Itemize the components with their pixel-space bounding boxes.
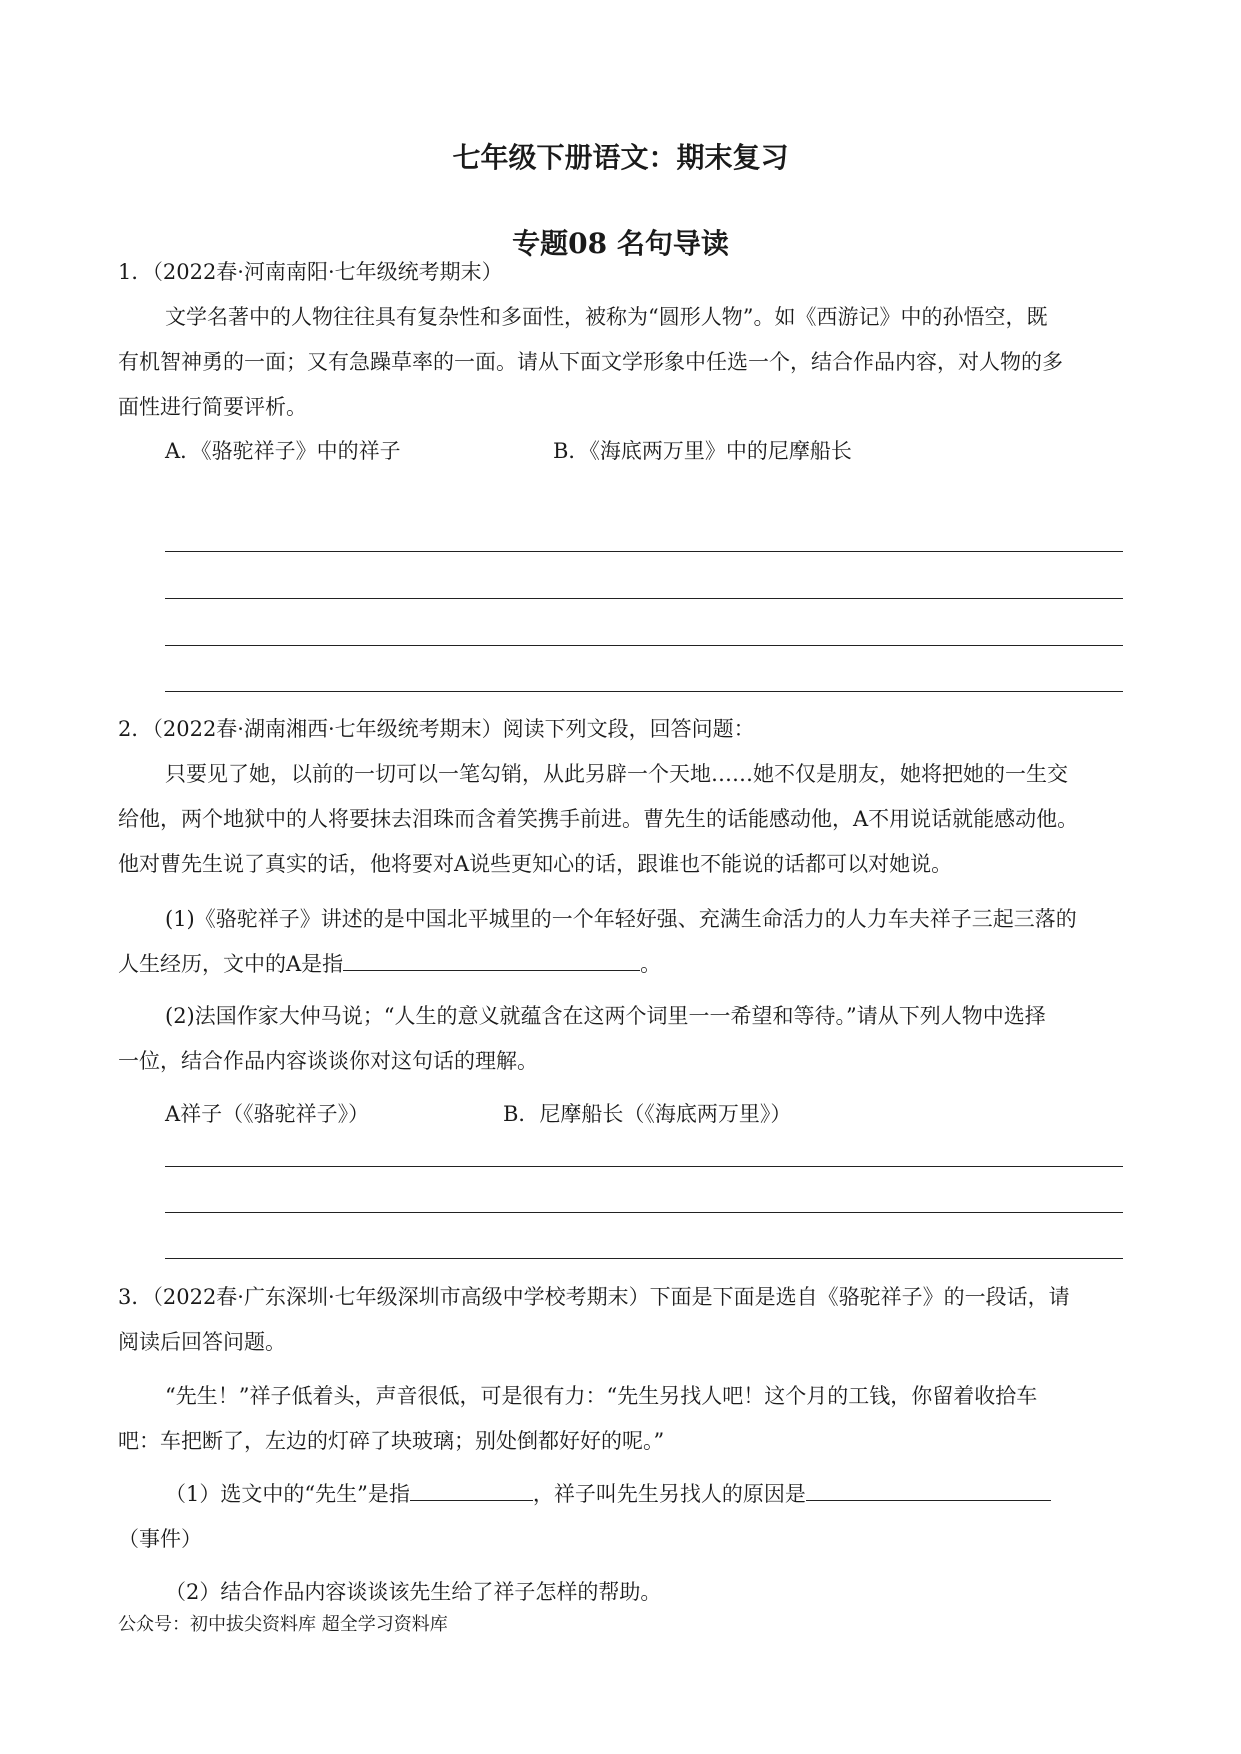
q3-header: 3．（2022春·广东深圳·七年级深圳市高级中学校考期末）下面是下面是选自《骆驼祥子》的一段话，请 (118, 1285, 1070, 1309)
q3-header-cont: 阅读后回答问题。 (118, 1330, 286, 1354)
q2-passage-line: 给他，两个地狱中的人将要抹去泪珠而含着笑携手前进。曹先生的话能感动他，A不用说话就能感动他。 (118, 807, 1079, 831)
answer-line[interactable] (165, 1258, 1123, 1259)
q2-passage-line: 只要见了她，以前的一切可以一笔勾销，从此另辟一个天地……她不仅是朋友，她将把她的一生交 (165, 762, 1068, 786)
q2-header: 2．（2022春·湖南湘西·七年级统考期末）阅读下列文段，回答问题： (118, 717, 755, 741)
q1-option-b: B．《海底两万里》中的尼摩船长 (553, 439, 852, 463)
q2-option-b: B．尼摩船长（《海底两万里》） (503, 1102, 792, 1126)
q1-option-a: A．《骆驼祥子》中的祥子 (165, 439, 401, 463)
q2-sub2-line: 一位，结合作品内容谈谈你对这句话的理解。 (118, 1049, 538, 1073)
answer-line[interactable] (165, 1166, 1123, 1167)
q2-sub2-line: (2)法国作家大仲马说；“人生的意义就蕴含在这两个词里一一希望和等待。”请从下列人物中选择 (165, 1004, 1046, 1028)
page-subtitle: 专题08 名句导读 (512, 227, 729, 260)
q2-sub1-end: 。 (640, 952, 662, 976)
q3-sub1-mid: ，祥子叫先生另找人的原因是 (532, 1482, 806, 1506)
q3-sub1-end: （事件） (118, 1527, 202, 1551)
q3-sub2-prompt: （2）结合作品内容谈谈该先生给了祥子怎样的帮助。 (165, 1580, 662, 1604)
page-title: 七年级下册语文：期末复习 (452, 141, 789, 174)
answer-line[interactable] (165, 691, 1123, 692)
answer-line[interactable] (165, 598, 1123, 599)
q2-sub1-line: (1)《骆驼祥子》讲述的是中国北平城里的一个年轻好强、充满生命活力的人力车夫祥子三起三落的 (165, 907, 1077, 931)
q2-passage-line: 他对曹先生说了真实的话，他将要对A说些更知心的话，跟谁也不能说的话都可以对她说。 (118, 852, 953, 876)
q1-header: 1．（2022春·河南南阳·七年级统考期末） (118, 260, 503, 284)
q3-sub1-prompt (165, 1480, 1051, 1508)
q3-sub1-text: （1）选文中的“先生”是指 (165, 1482, 410, 1506)
q2-sub1-prompt (118, 950, 661, 978)
answer-line[interactable] (165, 551, 1123, 552)
q2-option-a: A祥子（《骆驼祥子》） (165, 1102, 370, 1126)
q1-paragraph-line: 有机智神勇的一面；又有急躁草率的一面。请从下面文学形象中任选一个，结合作品内容，对人物的多 (118, 350, 1063, 374)
q1-paragraph-line: 面性进行简要评析。 (118, 395, 307, 419)
q2-sub1-blank[interactable] (343, 950, 640, 971)
q3-passage-line: 吧：车把断了，左边的灯碎了块玻璃；别处倒都好好的呢。” (118, 1429, 665, 1453)
q1-paragraph-line: 文学名著中的人物往往具有复杂性和多面性，被称为“圆形人物”。如《西游记》中的孙悟空，既 (165, 305, 1048, 329)
q3-sub1-reason-blank[interactable] (806, 1480, 1051, 1501)
answer-line[interactable] (165, 1212, 1123, 1213)
q3-sub1-blank[interactable] (410, 1480, 533, 1501)
q2-sub1-text: 人生经历，文中的A是指 (118, 952, 344, 976)
q3-passage-line: “先生！”祥子低着头，声音很低，可是很有力：“先生另找人吧！这个月的工钱，你留着收拾车 (165, 1384, 1038, 1408)
footer-text: 公众号：初中拔尖资料库 超全学习资料库 (118, 1614, 448, 1635)
answer-line[interactable] (165, 645, 1123, 646)
